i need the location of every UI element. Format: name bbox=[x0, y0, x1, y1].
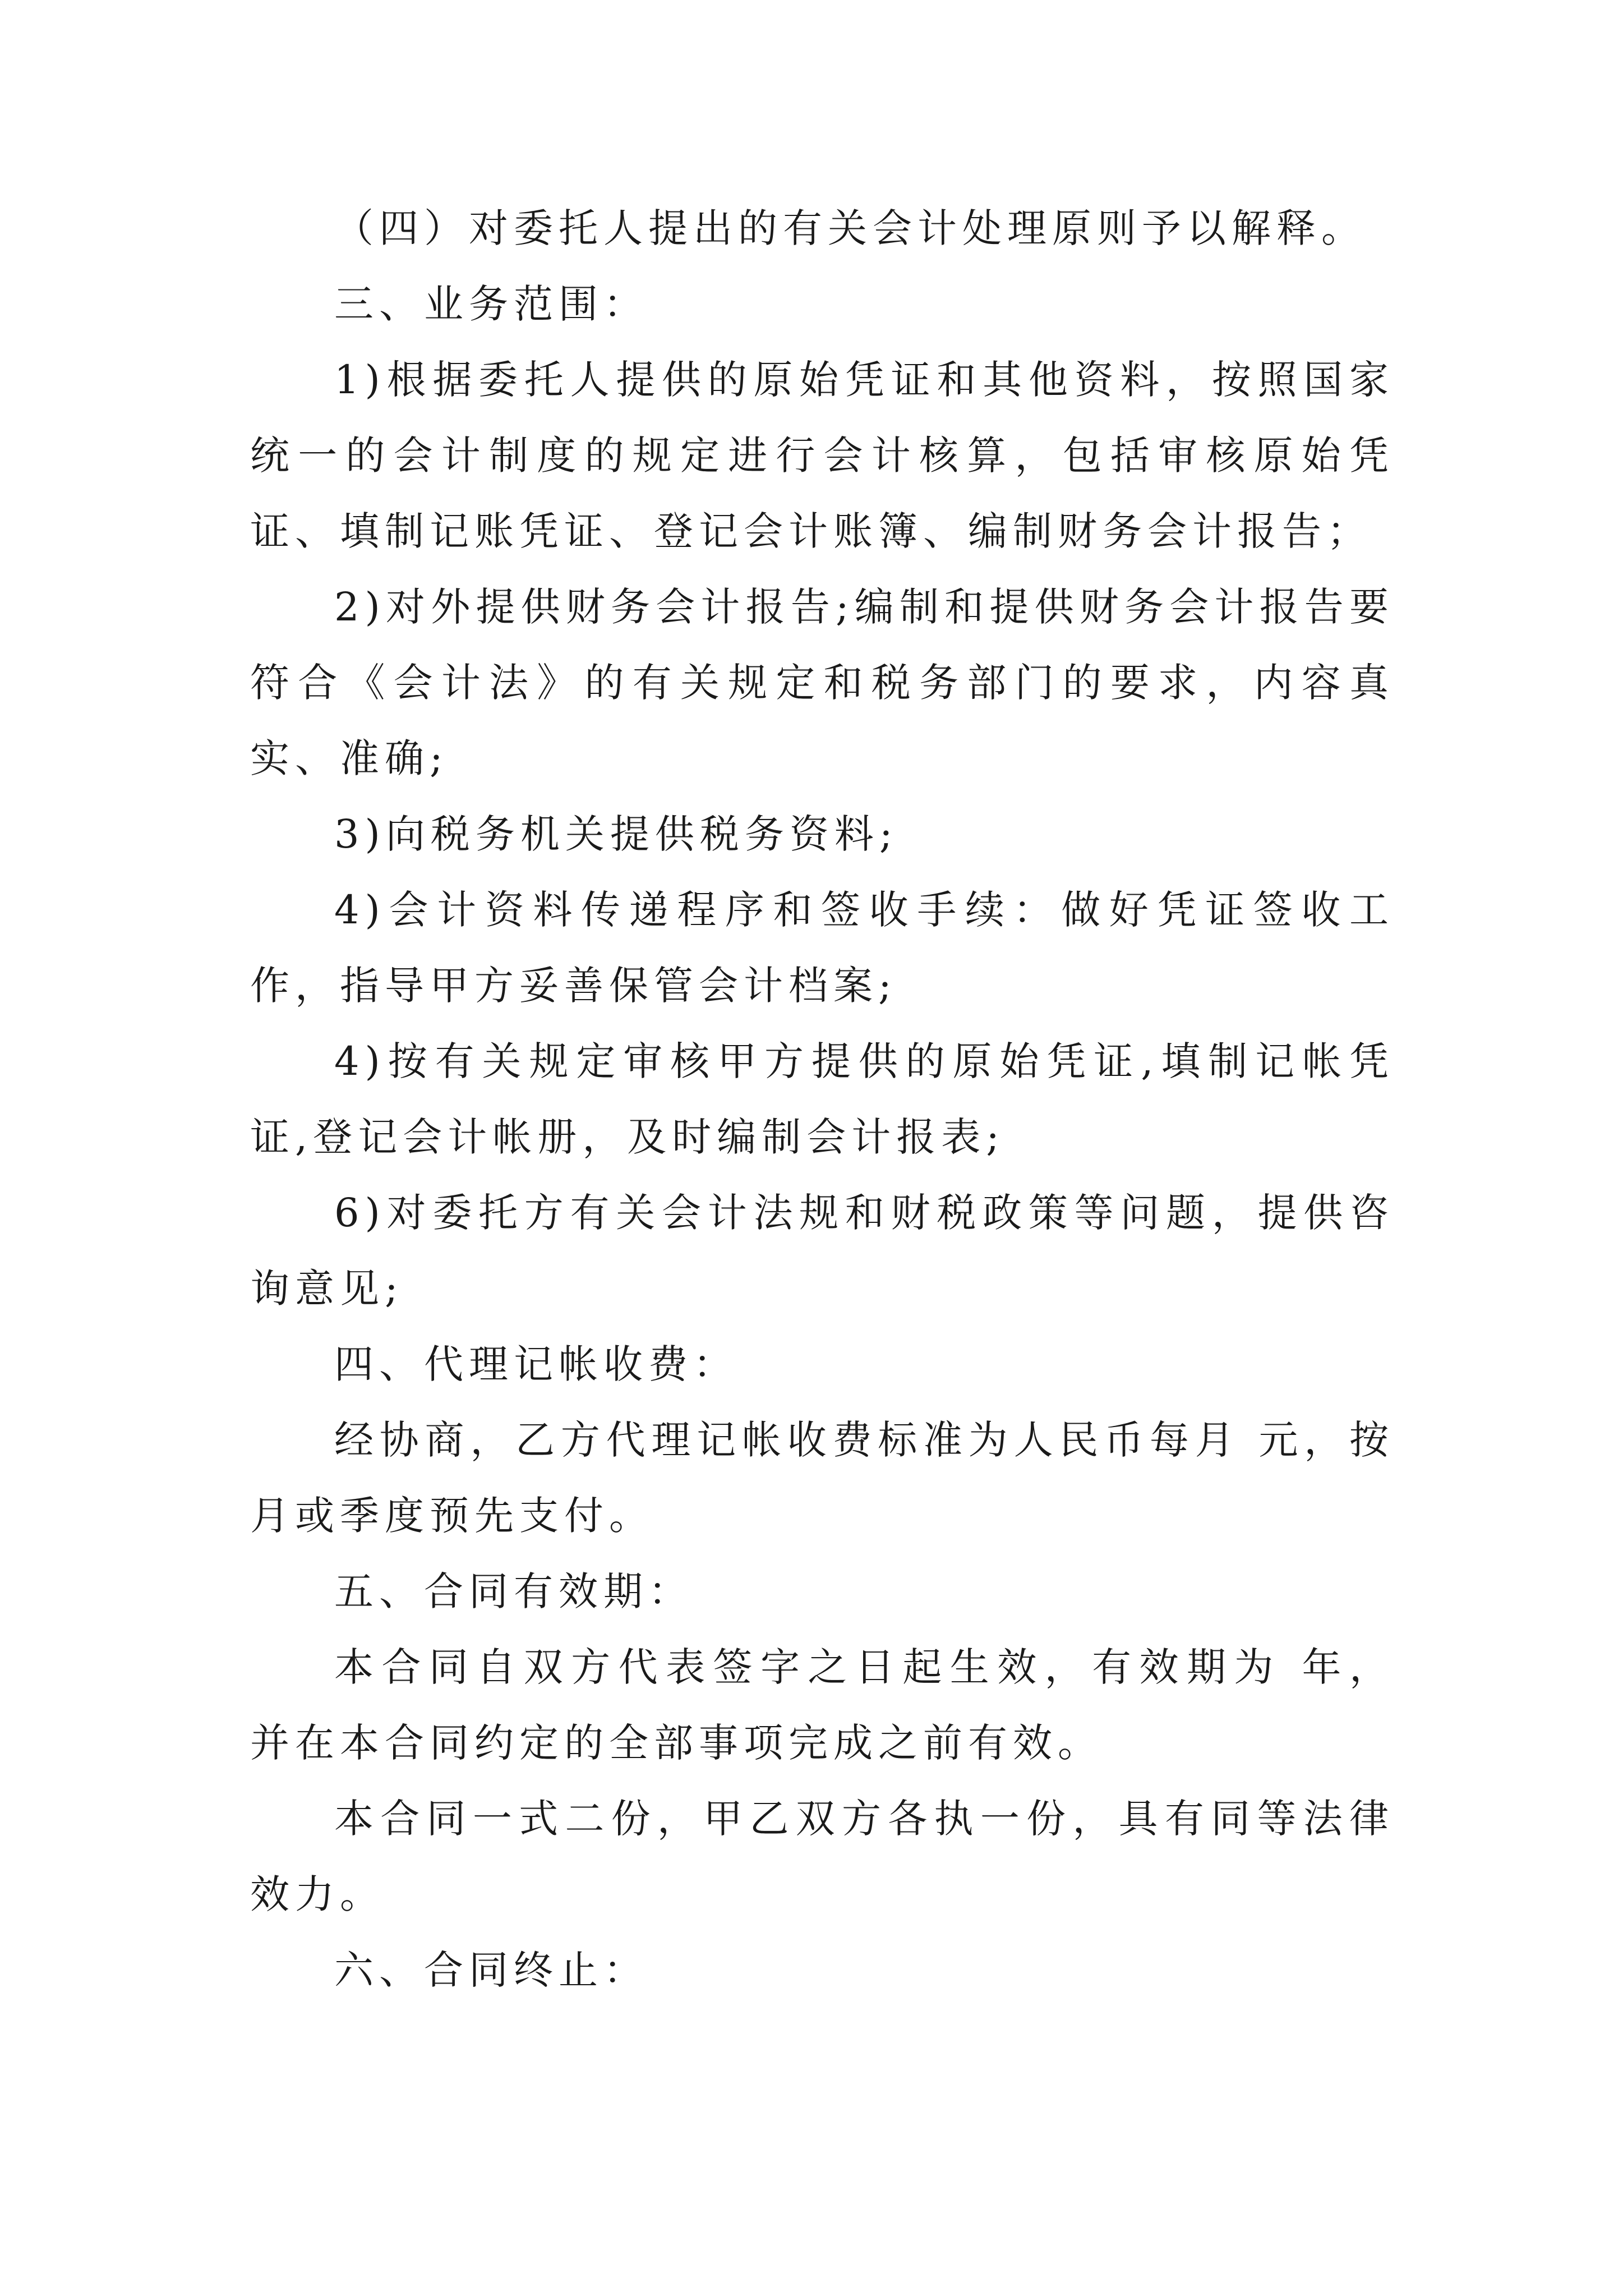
section-heading-fees: 四、代理记帐收费： bbox=[334, 1341, 738, 1387]
paragraph-scope-1: 1)根据委托人提供的原始凭证和其他资料，按照国家统一的会计制度的规定进行会计核算，包括审核原始凭证、填制记账凭证、登记会计账簿、编制财务会计报告； bbox=[250, 357, 1394, 554]
section-heading-termination: 六、合同终止： bbox=[334, 1947, 648, 1993]
paragraph-item-4-explain: （四）对委托人提出的有关会计处理原则予以解释。 bbox=[334, 205, 1366, 251]
section-heading-business-scope: 三、业务范围： bbox=[334, 281, 648, 327]
paragraph-scope-3: 3)向税务机关提供税务资料; bbox=[334, 811, 898, 857]
paragraph-validity: 本合同自双方代表签字之日起生效，有效期为 年， 并在本合同约定的全部事项完成之前有效。 bbox=[250, 1644, 1394, 1766]
paragraph-scope-6: 6)对委托方有关会计法规和财税政策等问题，提供咨询意见; bbox=[250, 1190, 1394, 1312]
paragraph-fees: 经协商，乙方代理记帐收费标准为人民币每月 元，按月或季度预先支付。 bbox=[250, 1417, 1394, 1539]
paragraph-scope-4b: 4)按有关规定审核甲方提供的原始凭证,填制记帐凭证,登记会计帐册，及时编制会计报表; bbox=[250, 1038, 1394, 1160]
paragraph-scope-2: 2)对外提供财务会计报告;编制和提供财务会计报告要符合《会计法》的有关规定和税务部门的要求，内容真实、准确; bbox=[250, 584, 1394, 781]
document-body bbox=[250, 191, 1394, 2008]
section-heading-validity: 五、合同有效期： bbox=[334, 1568, 693, 1614]
paragraph-scope-4a: 4)会计资料传递程序和签收手续：做好凭证签收工作，指导甲方妥善保管会计档案; bbox=[250, 887, 1394, 1009]
paragraph-copies: 本合同一式二份，甲乙双方各执一份，具有同等法律效力。 bbox=[250, 1796, 1394, 1917]
